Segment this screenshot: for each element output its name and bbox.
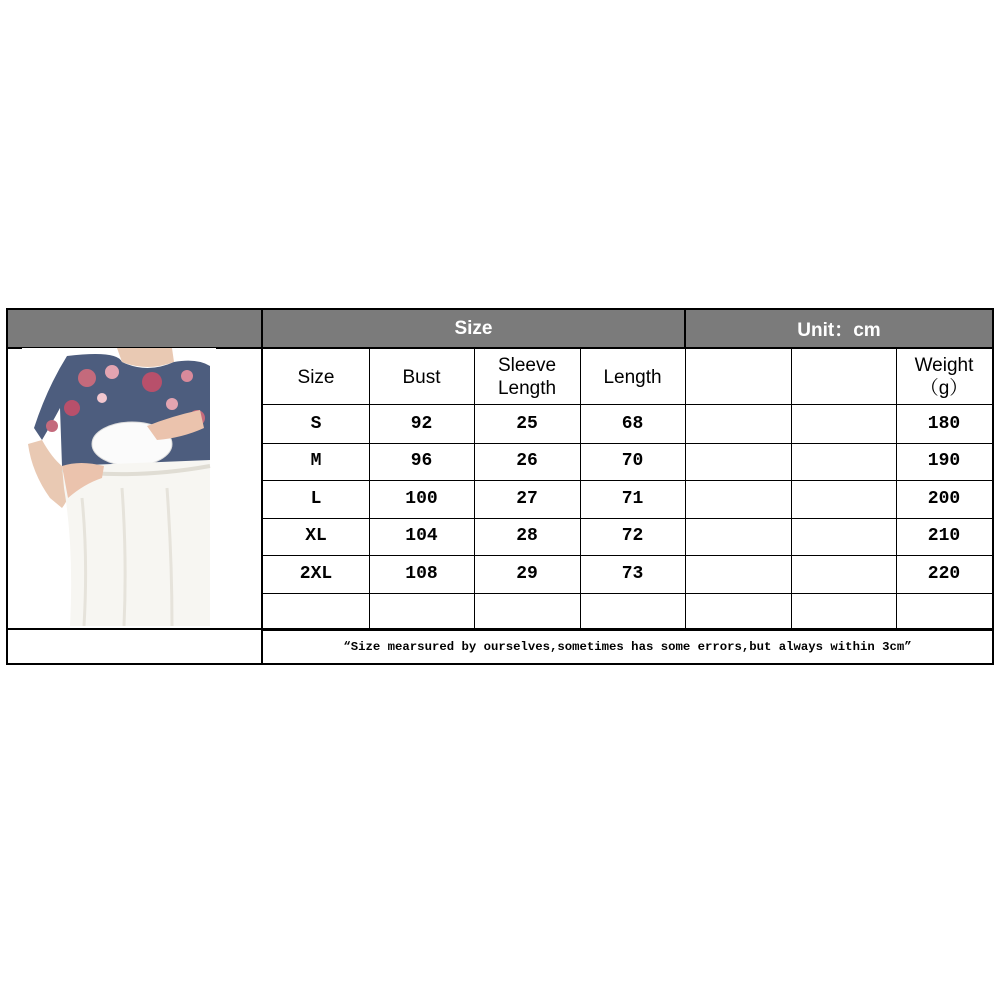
cell-bust <box>369 593 474 631</box>
weight-line-2: （g） <box>919 378 969 399</box>
cell-sleeve-length <box>474 593 580 631</box>
column-divider-line <box>791 349 792 630</box>
column-header-weight <box>896 349 992 405</box>
cell-blank-1 <box>685 555 791 593</box>
column-header-length: Length <box>603 366 662 388</box>
size-header <box>263 310 684 347</box>
cell-blank-1 <box>685 480 791 518</box>
cell-sleeve-length: 29 <box>516 563 538 584</box>
cell-blank-1 <box>685 593 791 631</box>
cell-sleeve-length: 27 <box>516 488 538 509</box>
unit-divider-line <box>684 310 686 348</box>
weight-line-1: Weight <box>914 355 974 376</box>
cell-blank-1 <box>685 405 791 443</box>
cell-length <box>580 593 685 631</box>
column-header-size: Size <box>297 366 335 388</box>
cell-blank-2 <box>791 480 896 518</box>
maternity-nursing-dress-photo <box>22 348 216 626</box>
unit-header <box>686 310 992 347</box>
cell-size: L <box>310 488 322 509</box>
row-divider-line <box>263 518 992 519</box>
cell-bust: 96 <box>410 451 433 472</box>
cell-sleeve-length: 26 <box>516 451 538 472</box>
sleeve-line-1: Sleeve <box>497 355 557 376</box>
cell-blank-2 <box>791 443 896 481</box>
row-divider-line <box>263 593 992 594</box>
unit-label: Unit：cm <box>797 320 881 341</box>
cell-bust: 104 <box>405 526 438 547</box>
footnote: “Size mearsured by ourselves,sometimes has some errors,but always within 3cm” <box>343 639 912 654</box>
row-divider-line <box>263 555 992 556</box>
column-header-bust: Bust <box>402 366 441 388</box>
photo-divider-line <box>261 310 263 663</box>
cell-bust: 108 <box>405 563 438 584</box>
cell-blank-2 <box>791 555 896 593</box>
cell-size <box>263 593 369 631</box>
cell-size: 2XL <box>299 563 333 584</box>
cell-bust: 100 <box>405 488 438 509</box>
cell-weight: 210 <box>927 526 961 547</box>
cell-blank-2 <box>791 518 896 556</box>
column-header-sleeve-length <box>474 349 580 405</box>
cell-size: XL <box>305 526 327 547</box>
size-header-label: Size <box>454 317 493 339</box>
cell-weight <box>896 593 992 631</box>
column-divider-line <box>580 349 581 630</box>
header-blank-cell <box>8 310 261 347</box>
cell-size: S <box>310 413 322 434</box>
cell-length: 70 <box>621 451 644 472</box>
cell-weight: 180 <box>927 413 961 434</box>
cell-blank-2 <box>791 593 896 631</box>
cell-sleeve-length: 25 <box>516 413 538 434</box>
product-photo <box>22 348 216 626</box>
cell-size: M <box>310 451 322 472</box>
cell-length: 72 <box>621 526 644 547</box>
cell-blank-1 <box>685 518 791 556</box>
cell-weight: 200 <box>927 488 961 509</box>
sleeve-line-2: Length <box>497 378 557 399</box>
cell-length: 71 <box>621 488 644 509</box>
row-divider-line <box>263 443 992 444</box>
row-divider-line <box>263 630 992 631</box>
column-divider-line <box>474 349 475 630</box>
column-header-blank-1 <box>685 349 791 405</box>
cell-bust: 92 <box>410 413 433 434</box>
cell-blank-1 <box>685 443 791 481</box>
column-divider-line <box>369 349 370 630</box>
cell-sleeve-length: 28 <box>516 526 538 547</box>
row-divider-line <box>263 480 992 481</box>
cell-weight: 220 <box>927 563 961 584</box>
cell-blank-2 <box>791 405 896 443</box>
row-divider-line <box>263 404 992 405</box>
cell-weight: 190 <box>927 451 961 472</box>
column-divider-line <box>685 349 686 630</box>
column-header-blank-2 <box>791 349 896 405</box>
cell-length: 68 <box>621 413 644 434</box>
column-divider-line <box>896 349 897 630</box>
cell-length: 73 <box>621 563 644 584</box>
